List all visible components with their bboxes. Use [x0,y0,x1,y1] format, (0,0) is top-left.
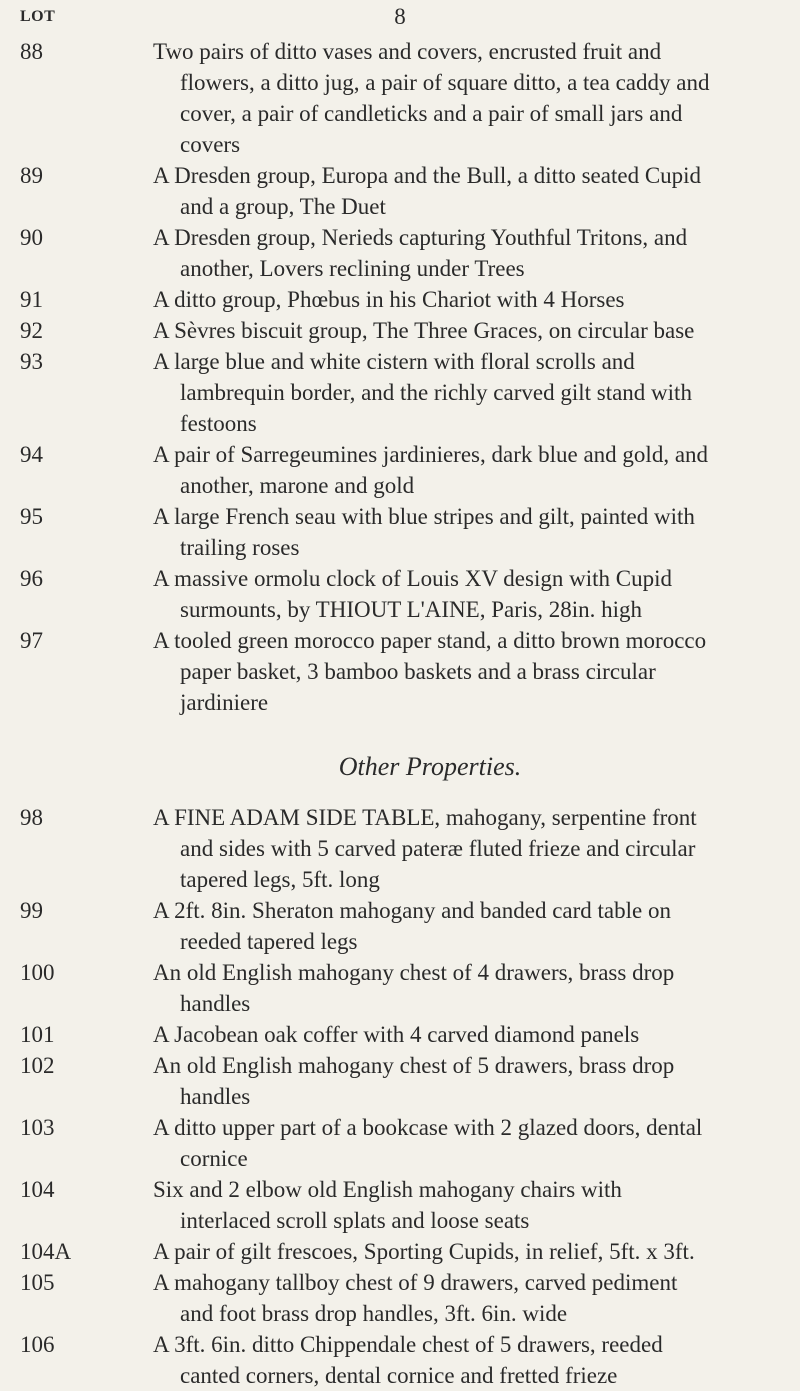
lot-number: 99 [20,898,43,923]
lot-item [0,1267,800,1329]
lot-description: A 2ft. 8in. Sheraton mahogany and banded card table on reeded tapered legs [153,898,671,954]
lot-description: A Jacobean oak coffer with 4 carved diamond panels [153,1022,640,1047]
lot-number: 98 [20,805,43,830]
lot-number: 93 [20,349,43,374]
lot-item [0,284,800,315]
lot-description: A large blue and white cistern with floral scrolls and lambrequin border, and the richly carved gilt stand with festoons [153,349,692,436]
lot-number: 103 [20,1115,55,1140]
lot-description: A massive ormolu clock of Louis XV design with Cupid surmounts, by THIOUT L'AINE, Paris, 28in. high [153,566,672,622]
lot-column-header: LOT [20,8,56,25]
lot-item [0,802,800,895]
lot-item [0,1329,800,1391]
lot-number: 102 [20,1053,55,1078]
lot-item [0,1112,800,1174]
lot-number: 89 [20,163,43,188]
lot-item [0,1019,800,1050]
lot-number: 106 [20,1332,55,1357]
lot-number: 91 [20,287,43,312]
lot-item [0,1174,800,1236]
lot-item [0,563,800,625]
lot-description: A FINE ADAM SIDE TABLE, mahogany, serpentine front and sides with 5 carved pateræ fluted frieze and circular tapered legs, 5ft. long [153,805,697,892]
lot-description: An old English mahogany chest of 4 drawers, brass drop handles [153,960,675,1016]
lot-item [0,895,800,957]
lot-item [0,439,800,501]
section-title: Other Properties. [338,752,522,781]
lot-description: A large French seau with blue stripes and gilt, painted with trailing roses [153,504,695,560]
lot-description: A pair of gilt frescoes, Sporting Cupids, in relief, 5ft. x 3ft. [153,1239,695,1264]
lot-number: 101 [20,1022,55,1047]
lot-number: 95 [20,504,43,529]
lot-number: 90 [20,225,43,250]
lot-item [0,315,800,346]
lot-item [0,957,800,1019]
lot-description: A Dresden group, Nerieds capturing Youthful Tritons, and another, Lovers reclining under Trees [153,225,688,281]
lot-number: 105 [20,1270,55,1295]
lot-description: A ditto upper part of a bookcase with 2 glazed doors, dental cornice [153,1115,703,1171]
lot-description: A ditto group, Phœbus in his Chariot with 4 Horses [153,287,625,312]
lot-description: A mahogany tallboy chest of 9 drawers, carved pediment and foot brass drop handles, 3ft. 6in. wide [153,1270,678,1326]
lot-description: A 3ft. 6in. ditto Chippendale chest of 5 drawers, reeded canted corners, dental cornice and fretted frieze [153,1332,663,1388]
lot-item [0,625,800,718]
lot-list-1 [0,36,800,1391]
lot-number: 94 [20,442,43,467]
lot-number: 88 [20,39,43,64]
lot-item [0,160,800,222]
lot-description: An old English mahogany chest of 5 drawers, brass drop handles [153,1053,675,1109]
lot-number: 104 [20,1177,55,1202]
lot-item [0,36,800,160]
lot-description: A Sèvres biscuit group, The Three Graces, on circular base [153,318,695,343]
lot-item [0,1050,800,1112]
lot-description: Two pairs of ditto vases and covers, encrusted fruit and flowers, a ditto jug, a pair of square ditto, a tea caddy and cover, a pair of candleticks and a pair of small jars and covers [153,39,710,157]
lot-description: A pair of Sarregeumines jardinieres, dark blue and gold, and another, marone and gold [153,442,709,498]
lot-number: 96 [20,566,43,591]
page-number: 8 [394,4,406,29]
lot-description: A Dresden group, Europa and the Bull, a ditto seated Cupid and a group, The Duet [153,163,702,219]
lot-description: A tooled green morocco paper stand, a ditto brown morocco paper basket, 3 bamboo baskets and a brass circular jardiniere [153,628,707,715]
lot-number: 92 [20,318,43,343]
lot-item [0,1236,800,1267]
lot-item [0,222,800,284]
lot-number: 104A [20,1239,72,1264]
lot-item [0,501,800,563]
lot-number: 100 [20,960,55,985]
lot-number: 97 [20,628,43,653]
lot-description: Six and 2 elbow old English mahogany chairs with interlaced scroll splats and loose seats [153,1177,622,1233]
lot-item [0,346,800,439]
